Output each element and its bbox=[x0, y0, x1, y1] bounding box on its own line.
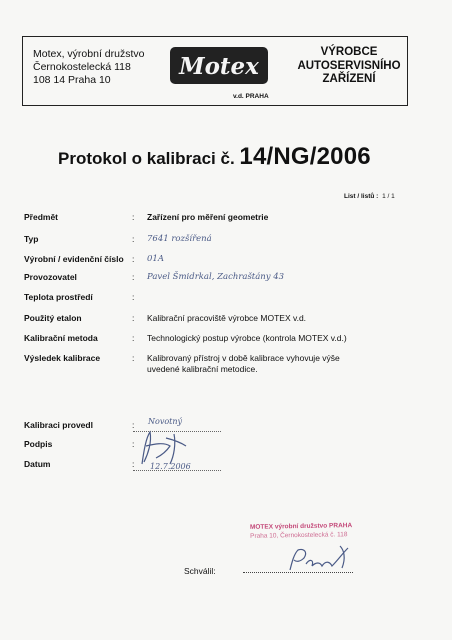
field-label: Výrobní / evidenční číslo bbox=[24, 254, 124, 264]
calibrator-name-handwritten: Novotný bbox=[148, 417, 183, 426]
field-colon: : bbox=[132, 234, 135, 244]
stamp-line: MOTEX výrobní družstvo PRAHA bbox=[249, 522, 353, 531]
field-label: Typ bbox=[24, 234, 39, 244]
field-label: Kalibraci provedl bbox=[24, 420, 93, 430]
field-value-handwritten: Pavel Šmidrkal, Zachraštány 43 bbox=[147, 272, 285, 282]
company-stamp bbox=[250, 521, 353, 541]
field-colon: : bbox=[132, 353, 135, 363]
field-colon: : bbox=[132, 254, 135, 264]
letterhead bbox=[22, 36, 408, 106]
stamp-line: Praha 10, Černokostelecká č. 118 bbox=[250, 531, 348, 540]
field-value: Kalibrovaný přístroj v době kalibrace vyhovuje výše uvedené kalibrační metodice. bbox=[147, 353, 340, 374]
company-address bbox=[33, 48, 144, 87]
field-colon: : bbox=[132, 212, 135, 222]
field-value: Kalibrační pracoviště výrobce MOTEX v.d. bbox=[147, 313, 307, 323]
approver-signature bbox=[282, 540, 362, 580]
field-colon: : bbox=[132, 333, 135, 343]
field-value: Zařízení pro měření geometrie bbox=[147, 212, 269, 222]
field-colon: : bbox=[132, 272, 135, 282]
field-label: Provozovatel bbox=[24, 272, 77, 282]
field-label: Předmět bbox=[24, 212, 59, 222]
field-label: Kalibrační metoda bbox=[24, 333, 98, 343]
manufacturer-role bbox=[295, 46, 403, 87]
company-city: 108 14 Praha 10 bbox=[33, 74, 111, 86]
document-title bbox=[58, 143, 371, 171]
field-label: Teplota prostředí bbox=[24, 292, 93, 302]
date-handwritten: 12.7.2006 bbox=[150, 462, 191, 471]
field-value-handwritten: 7641 rozšířená bbox=[147, 234, 212, 244]
field-value: Technologický postup výrobce (kontrola MOTEX v.d.) bbox=[147, 333, 347, 343]
field-colon: : bbox=[132, 420, 135, 430]
protocol-number: 14/NG/2006 bbox=[239, 143, 371, 170]
company-name: Motex, výrobní družstvo bbox=[33, 48, 145, 60]
field-colon: : bbox=[132, 292, 135, 302]
role-line: ZAŘÍZENÍ bbox=[322, 73, 376, 85]
approved-by-label: Schválil: bbox=[184, 566, 216, 576]
role-line: AUTOSERVISNÍHO bbox=[297, 59, 401, 72]
dotted-line bbox=[133, 470, 221, 471]
field-colon: : bbox=[132, 439, 135, 449]
sheet-label: List / listů : bbox=[344, 193, 379, 200]
company-street: Černokostelecká 118 bbox=[33, 61, 131, 73]
field-value-handwritten: 01A bbox=[147, 254, 164, 264]
field-label: Výsledek kalibrace bbox=[24, 353, 101, 363]
logo-subtitle: v.d. PRAHA bbox=[233, 93, 269, 100]
role-line: VÝROBCE bbox=[320, 46, 378, 58]
title-prefix: Protokol o kalibraci č. bbox=[58, 149, 235, 168]
sheet-count bbox=[344, 191, 395, 202]
logo-wordmark: Motex bbox=[179, 53, 259, 80]
field-colon: : bbox=[132, 313, 135, 323]
field-label: Podpis bbox=[24, 439, 53, 449]
sheet-value: 1 / 1 bbox=[382, 193, 395, 200]
field-label: Datum bbox=[24, 459, 51, 469]
field-label: Použitý etalon bbox=[24, 313, 82, 323]
motex-logo bbox=[170, 47, 268, 84]
field-colon: : bbox=[132, 459, 135, 469]
